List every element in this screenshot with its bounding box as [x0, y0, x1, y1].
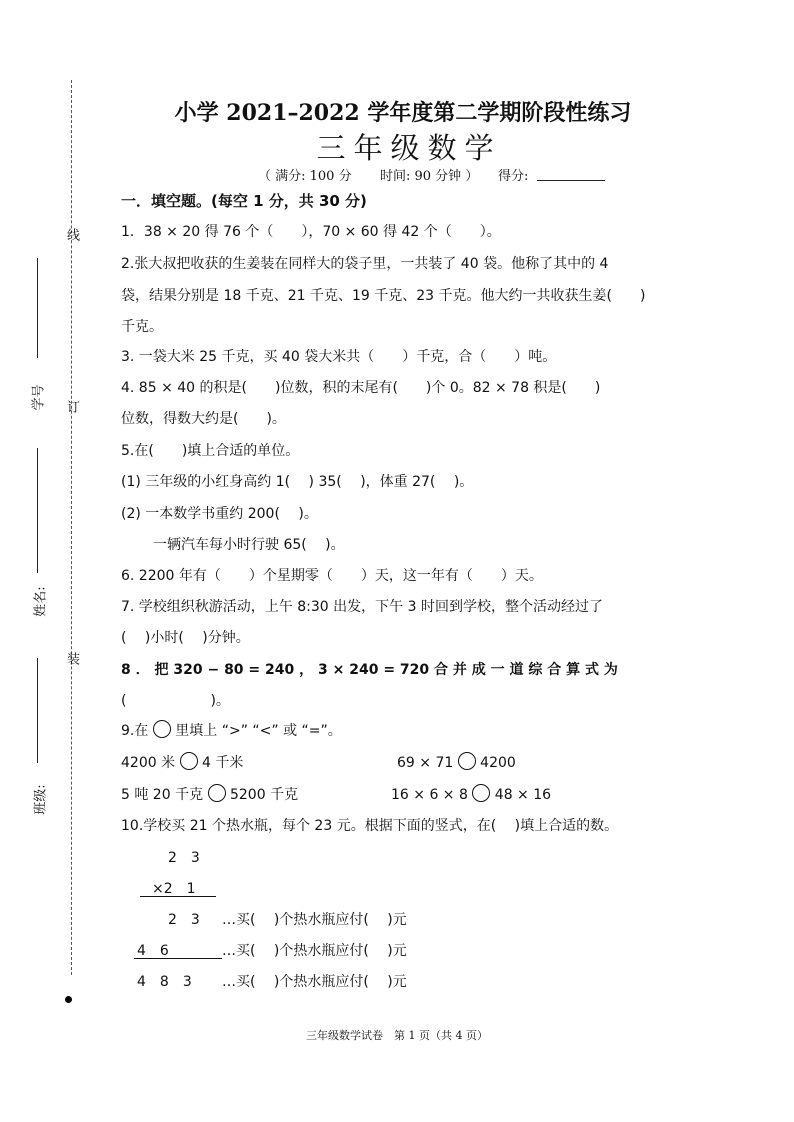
compare-row-2-left — [121, 784, 298, 804]
question-4-line2: 位数，得数大约是( )。 — [121, 411, 286, 427]
compare-row-1-right — [397, 752, 516, 771]
section-heading: 一．填空题。(每空 1 分，共 30 分) — [121, 192, 367, 210]
compare-2a-right: 5200 千克 — [229, 787, 299, 803]
question-5-part2: (2) 一本数学书重约 200( )。 — [121, 506, 318, 522]
binding-char-xian: 线 — [64, 228, 79, 241]
class-blank[interactable] — [37, 658, 38, 763]
calc-row-5-text: …买( )个热水瓶应付( )元 — [222, 974, 407, 990]
answer-circle-2b[interactable] — [472, 784, 490, 802]
question-10: 10.学校买 21 个热水瓶，每个 23 元。根据下面的竖式，在( )填上合适的数。 — [121, 818, 619, 834]
question-1: 1．38 × 20 得 76 个（ ），70 × 60 得 42 个（ ）。 — [121, 224, 501, 240]
answer-circle-1b[interactable] — [458, 752, 476, 770]
question-5-part1: (1) 三年级的小红身高约 1( ) 35( )，体重 27( )。 — [121, 474, 474, 490]
score-label: 得分: — [498, 169, 529, 184]
compare-1b-left: 69 × 71 — [397, 755, 454, 771]
question-4-line1: 4. 85 × 40 的积是( )位数，积的末尾有( )个 0。82 × 78 积是( ) — [121, 380, 601, 396]
question-5: 5.在( )填上合适的单位。 — [121, 443, 300, 459]
student-id-blank[interactable] — [37, 258, 38, 358]
question-7-line1: 7. 学校组织秋游活动，上午 8:30 出发，下午 3 时回到学校，整个活动经过了 — [121, 599, 603, 615]
compare-2a-left: 5 吨 20 千克 — [121, 787, 204, 803]
calc-row-1: 2 3 — [168, 850, 200, 866]
answer-circle-1a[interactable] — [180, 752, 198, 770]
binding-char-ding: 订 — [64, 400, 79, 413]
compare-2b-right: 48 × 16 — [494, 787, 552, 803]
calc-row-4-text: …买( )个热水瓶应付( )元 — [222, 943, 407, 959]
full-score: （ 满分: 100 分 — [258, 169, 352, 184]
calc-row-3-text: …买( )个热水瓶应付( )元 — [222, 912, 407, 928]
compare-1a-right: 4 千米 — [202, 755, 244, 771]
question-9 — [121, 720, 342, 740]
student-id-label: 学号 — [31, 384, 47, 411]
calc-row-3-num: 2 3 — [168, 912, 200, 928]
question-9-prefix: 9.在 — [121, 723, 149, 739]
page-footer: 三年级数学试卷 第 1 页（共 4 页） — [306, 1029, 488, 1042]
binding-char-zhuang: 装 — [64, 652, 79, 665]
compare-row-1-left — [121, 752, 243, 772]
question-7-line2: ( )小时( )分钟。 — [121, 630, 250, 646]
calc-underline-1 — [140, 896, 216, 897]
compare-circle-icon — [153, 720, 171, 738]
question-9-text: 里填上 “>” “<” 或 “=”。 — [175, 723, 342, 739]
calc-row-2: ×2 1 — [152, 881, 196, 897]
question-5-part3: 一辆汽车每小时行驶 65( )。 — [153, 537, 345, 553]
question-3: 3. 一袋大米 25 千克，买 40 袋大米共（ ）千克，合（ ）吨。 — [121, 349, 557, 365]
calc-row-4-num: 4 6 — [137, 943, 169, 959]
compare-row-2-right — [391, 784, 551, 803]
name-blank[interactable] — [37, 448, 38, 573]
question-8-line2: ( )。 — [121, 693, 230, 709]
question-8-line1: 8 ． 把 320 − 80 = 240 ， 3 × 240 = 720 合 并 成 一 道 综 合 算 式 为 — [121, 662, 618, 678]
compare-1b-right: 4200 — [480, 755, 516, 771]
binding-dot — [65, 996, 72, 1003]
score-blank[interactable] — [537, 180, 605, 181]
question-2-line3: 千克。 — [121, 319, 163, 335]
question-2-line1: 2.张大叔把收获的生姜装在同样大的袋子里，一共装了 40 袋。他称了其中的 4 — [121, 256, 609, 272]
class-label: 班级: — [33, 784, 49, 815]
answer-circle-2a[interactable] — [208, 784, 226, 802]
question-6: 6. 2200 年有（ ）个星期零（ ）天，这一年有（ ）天。 — [121, 568, 543, 584]
name-label: 姓名: — [33, 586, 49, 617]
exam-time: 时间: 90 分钟 ） — [380, 169, 479, 184]
binding-dashed-line — [71, 80, 72, 975]
calc-row-5-num: 4 8 3 — [137, 974, 192, 990]
compare-1a-left: 4200 米 — [121, 755, 176, 771]
question-2-line2: 袋，结果分别是 18 千克、21 千克、19 千克、23 千克。他大约一共收获生姜( ) — [121, 288, 646, 304]
exam-subtitle: 三年级数学 — [316, 131, 502, 165]
compare-2b-left: 16 × 6 × 8 — [391, 787, 468, 803]
exam-title: 小学 2021–2022 学年度第二学期阶段性练习 — [174, 100, 632, 126]
calc-underline-2 — [134, 958, 222, 959]
